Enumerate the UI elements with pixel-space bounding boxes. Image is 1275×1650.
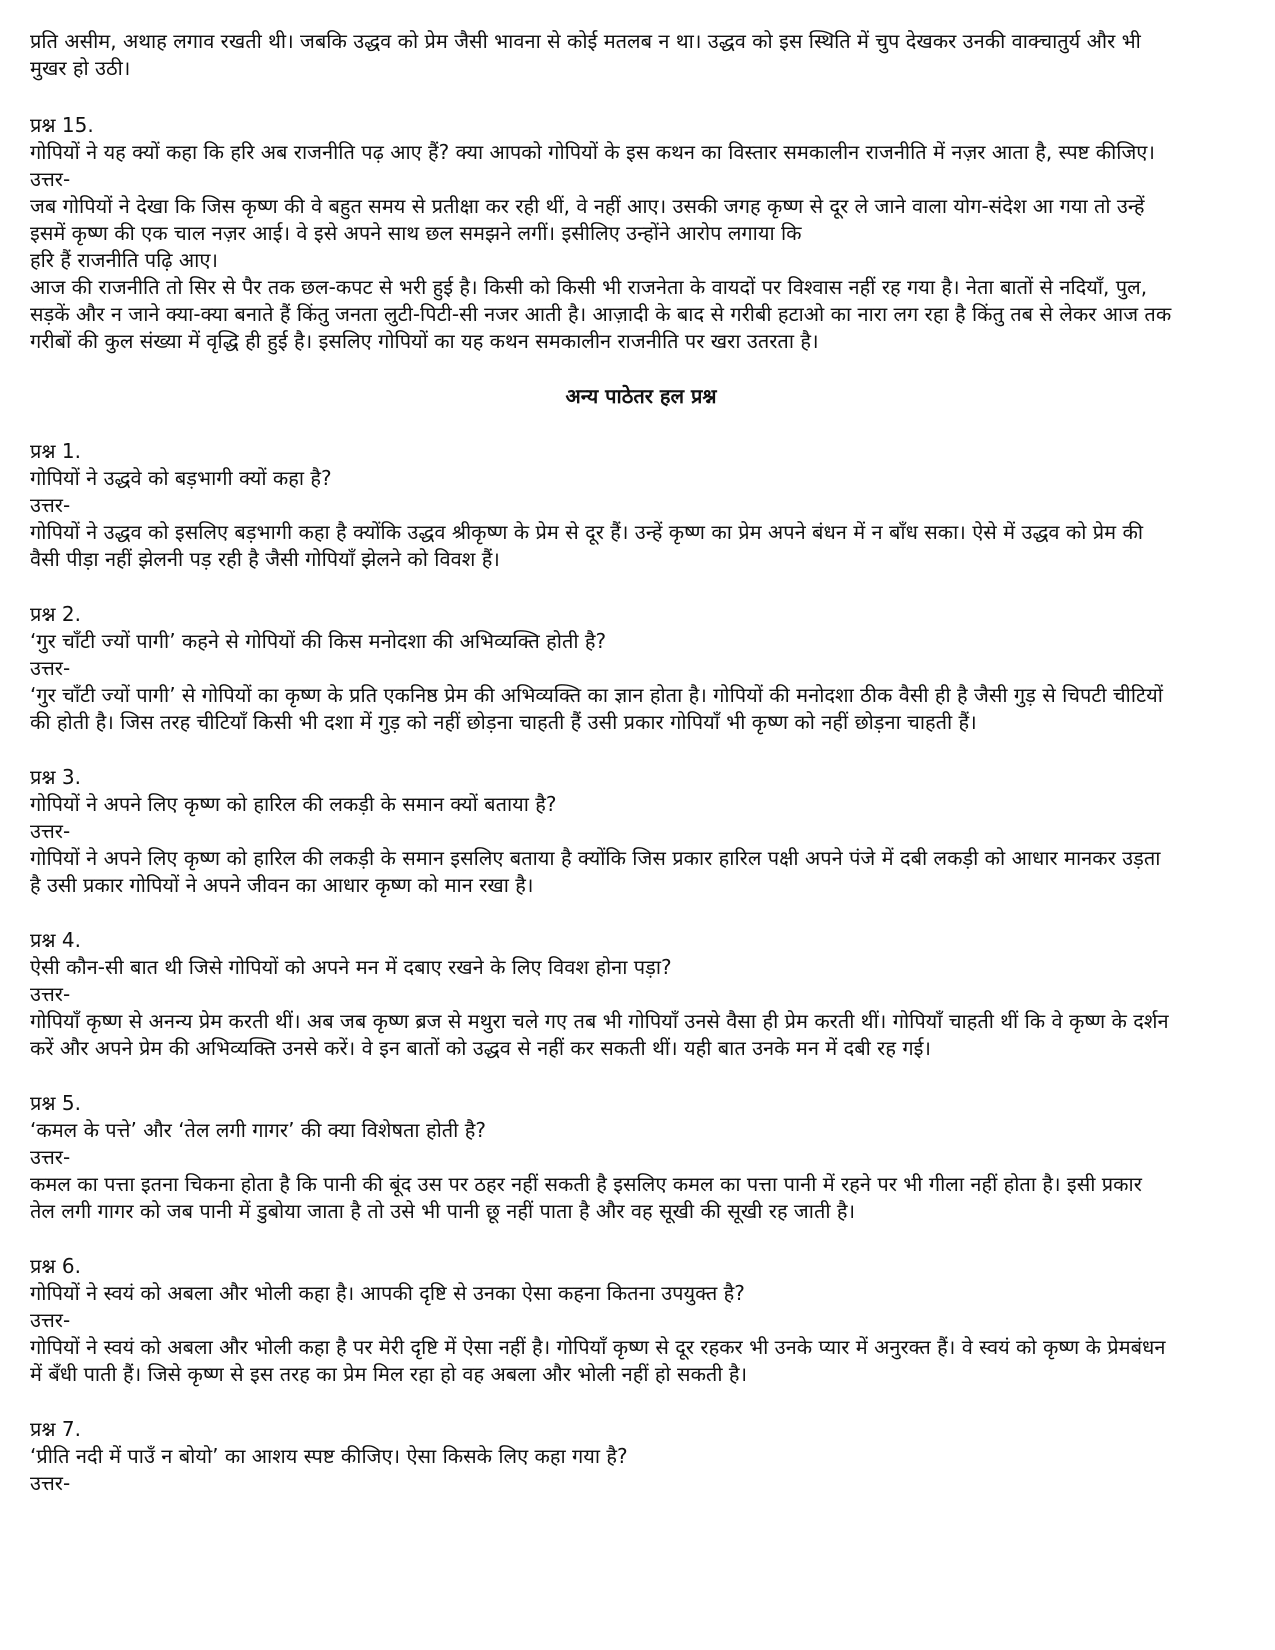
intro-paragraph: प्रति असीम, अथाह लगाव रखती थी। जबकि उद्धव को प्रेम जैसी भावना से कोई मतलब न था। उद्धव को इस स्थिति में चुप देखकर उनकी वाक्चातुर्य और भी मुखर हो उठी। [30,29,1141,80]
question-text: ‘प्रीति नदी में पाउँ न बोयो’ का आशय स्पष्ट कीजिए। ऐसा किसके लिए कहा गया है? [30,1444,628,1468]
answer-label: उत्तर- [30,1471,71,1495]
question-text: गोपियों ने अपने लिए कृष्ण को हारिल की लकड़ी के समान क्यों बताया है? [30,792,557,816]
question-label: प्रश्न 2. [30,602,81,626]
question-block-2 [30,601,1252,736]
document-page [30,28,1252,1497]
question-block-4 [30,927,1252,1062]
answer-label: उत्तर- [30,493,71,517]
question-block-6 [30,1253,1252,1388]
question-text: ‘गुर चाँटी ज्यों पागी’ कहने से गोपियों की किस मनोदशा की अभिव्यक्ति होती है? [30,629,607,653]
question-text: ऐसी कौन-सी बात थी जिसे गोपियों को अपने मन में दबाए रखने के लिए विवश होना पड़ा? [30,955,672,979]
question-label: प्रश्न 7. [30,1417,81,1441]
question-block-7 [30,1416,1252,1497]
question-label: प्रश्न 6. [30,1254,81,1278]
question-block-1 [30,438,1252,573]
question-15-block [30,112,1252,355]
question-label: प्रश्न 5. [30,1091,81,1115]
question-text: गोपियों ने स्वयं को अबला और भोली कहा है। आपकी दृष्टि से उनका ऐसा कहना कितना उपयुक्त है? [30,1281,745,1305]
answer-label: उत्तर- [30,819,71,843]
question-label: प्रश्न 3. [30,765,81,789]
answer-text: कमल का पत्ता इतना चिकना होता है कि पानी की बूंद उस पर ठहर नहीं सकती है इसलिए कमल का पत्ता पानी में रहने पर भी गीला नहीं होता है। इसी प्रकार तेल लगी गागर को जब पानी में डुबोया जाता है तो उसे भी पानी छू नहीं पाता है और वह सूखी की सूखी रह जाती है। [30,1172,1142,1223]
answer-text: गोपियों ने अपने लिए कृष्ण को हारिल की लकड़ी के समान इसलिए बताया है क्योंकि जिस प्रकार हारिल पक्षी अपने पंजे में दबी लकड़ी को आधार मानकर उड़ता है उसी प्रकार गोपियों ने अपने जीवन का आधार कृष्ण को मान रखा है। [30,846,1161,897]
answer-label: उत्तर- [30,656,71,680]
question-text: गोपियों ने उद्धवे को बड़भागी क्यों कहा है? [30,466,332,490]
answer-text: ‘गुर चाँटी ज्यों पागी’ से गोपियों का कृष्ण के प्रति एकनिष्ठ प्रेम की अभिव्यक्ति का ज्ञान होता है। गोपियों की मनोदशा ठीक वैसी ही है जैसी गुड़ से चिपटी चीटियों की होती है। जिस तरह चीटियाँ किसी भी दशा में गुड़ को नहीं छोड़ना चाहती हैं उसी प्रकार गोपियाँ भी कृष्ण को नहीं छोड़ना चाहती हैं। [30,683,1163,734]
question-block-5 [30,1090,1252,1225]
question-block-3 [30,764,1252,899]
answer-label: उत्तर- [30,167,71,191]
answer-text: जब गोपियों ने देखा कि जिस कृष्ण की वे बहुत समय से प्रतीक्षा कर रही थीं, वे नहीं आए। उसकी जगह कृष्ण से दूर ले जाने वाला योग-संदेश आ गया तो उन्हें इसमें कृष्ण की एक चाल नज़र आई। वे इसे अपने साथ छल समझने लगीं। इसीलिए उन्होंने आरोप लगाया कि हरि हैं राजनीति पढ़ि आए। [30,194,1145,272]
answer-label: उत्तर- [30,1308,71,1332]
question-list [30,438,1252,1497]
answer-text: गोपियों ने स्वयं को अबला और भोली कहा है पर मेरी दृष्टि में ऐसा नहीं है। गोपियाँ कृष्ण से दूर रहकर भी उनके प्यार में अनुरक्त हैं। वे स्वयं को कृष्ण के प्रेमबंधन में बँधी पाती हैं। जिसे कृष्ण से इस तरह का प्रेम मिल रहा हो वह अबला और भोली नहीं हो सकती है। [30,1335,1166,1386]
answer-label: उत्तर- [30,1145,71,1169]
question-label: प्रश्न 15. [30,113,94,137]
question-text: ‘कमल के पत्ते’ और ‘तेल लगी गागर’ की क्या विशेषता होती है? [30,1118,486,1142]
answer-text: गोपियों ने उद्धव को इसलिए बड़भागी कहा है क्योंकि उद्धव श्रीकृष्ण के प्रेम से दूर हैं। उन्हें कृष्ण का प्रेम अपने बंधन में न बाँध सका। ऐसे में उद्धव को प्रेम की वैसी पीड़ा नहीं झेलनी पड़ रही है जैसी गोपियाँ झेलने को विवश हैं। [30,520,1144,571]
question-label: प्रश्न 4. [30,928,81,952]
answer-text-continued: आज की राजनीति तो सिर से पैर तक छल-कपट से भरी हुई है। किसी को किसी भी राजनेता के वायदों पर विश्वास नहीं रह गया है। नेता बातों से नदियाँ, पुल, सड़कें और न जाने क्या-क्या बनाते हैं किंतु जनता लुटी-पिटी-सी नजर आती है। आज़ादी के बाद से गरीबी हटाओ का नारा लग रहा है किंतु तब से लेकर आज तक गरीबों की कुल संख्या में वृद्धि ही हुई है। इसलिए गोपियों का यह कथन समकालीन राजनीति पर खरा उतरता है। [30,275,1172,353]
section-heading: अन्य पाठेतर हल प्रश्न [565,384,717,408]
answer-label: उत्तर- [30,982,71,1006]
question-label: प्रश्न 1. [30,439,81,463]
question-text: गोपियों ने यह क्यों कहा कि हरि अब राजनीति पढ़ आए हैं? क्या आपको गोपियों के इस कथन का विस्तार समकालीन राजनीति में नज़र आता है, स्पष्ट कीजिए। [30,140,1155,164]
answer-text: गोपियाँ कृष्ण से अनन्य प्रेम करती थीं। अब जब कृष्ण ब्रज से मथुरा चले गए तब भी गोपियाँ उनसे वैसा ही प्रेम करती थीं। गोपियाँ चाहती थीं कि वे कृष्ण के दर्शन करें और अपने प्रेम की अभिव्यक्ति उनसे करें। वे इन बातों को उद्धव से नहीं कर सकती थीं। यही बात उनके मन में दबी रह गई। [30,1009,1169,1060]
